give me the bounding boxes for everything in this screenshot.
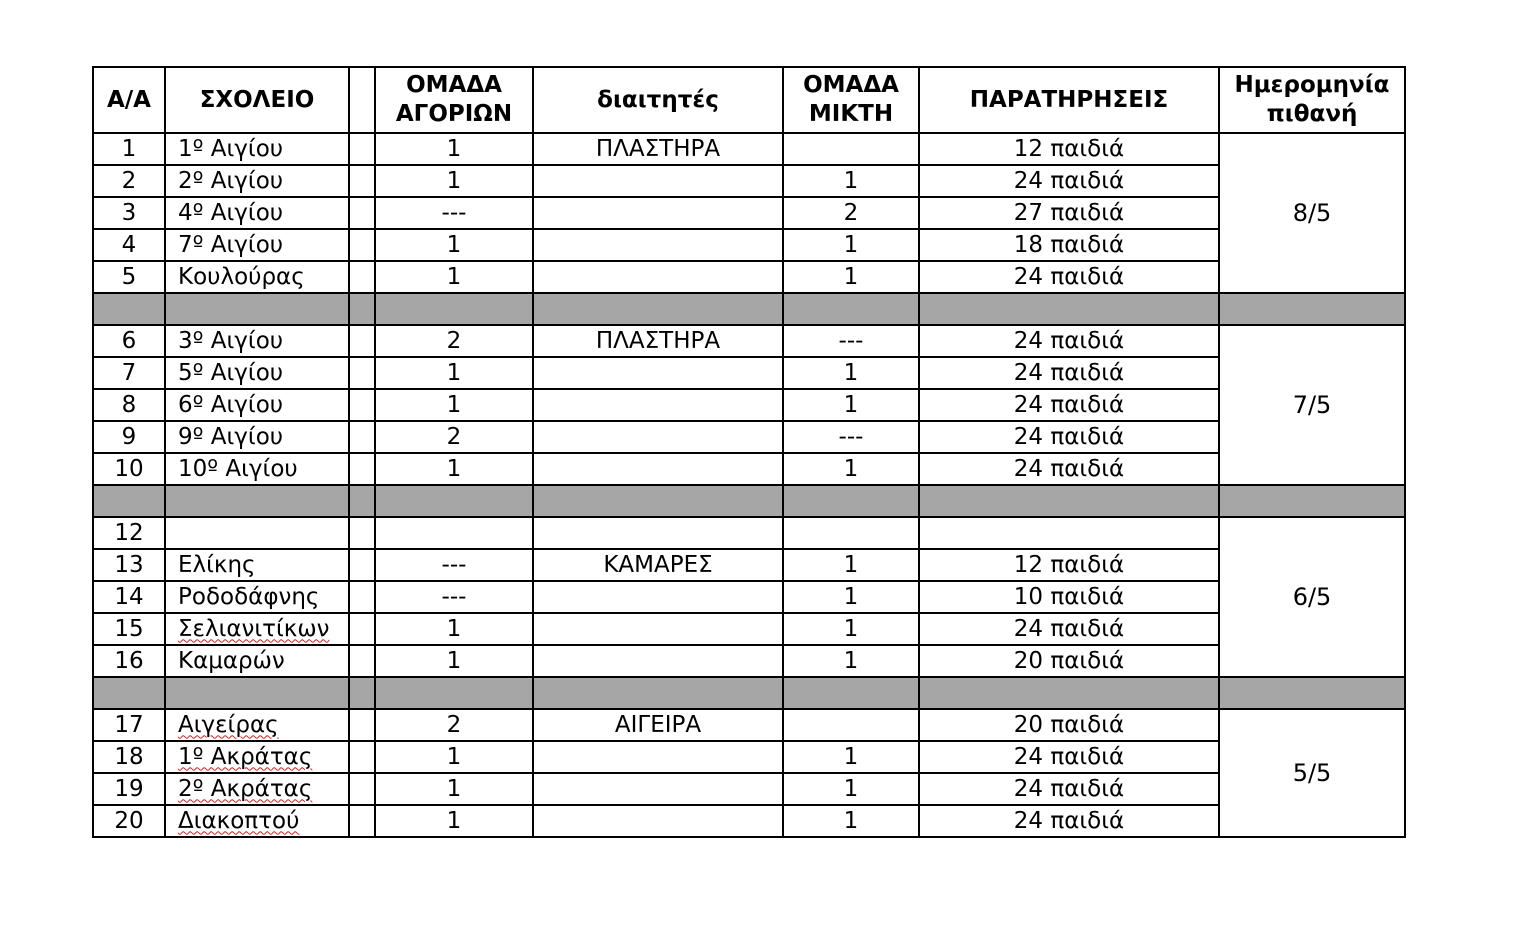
cell-boys: --- (375, 581, 533, 613)
cell-notes: 20 παιδιά (919, 645, 1219, 677)
cell-referees (533, 421, 783, 453)
cell-aa: 19 (93, 773, 165, 805)
separator-cell (93, 485, 165, 517)
cell-mixed: 1 (783, 357, 919, 389)
cell-aa: 16 (93, 645, 165, 677)
blank-cell (349, 645, 375, 677)
header-row (93, 67, 1405, 133)
cell-notes: 12 παιδιά (919, 549, 1219, 581)
cell-referees: ΠΛΑΣΤΗΡΑ (533, 133, 783, 165)
cell-boys: 2 (375, 325, 533, 357)
table-row (93, 453, 1405, 485)
school-name: 1º Ακράτας (178, 743, 313, 770)
table-row (93, 357, 1405, 389)
blank-cell (349, 773, 375, 805)
separator-cell (919, 677, 1219, 709)
separator-cell (783, 485, 919, 517)
blank-cell (349, 581, 375, 613)
cell-aa: 15 (93, 613, 165, 645)
cell-aa: 17 (93, 709, 165, 741)
cell-aa: 14 (93, 581, 165, 613)
separator-cell (783, 677, 919, 709)
separator-cell (349, 293, 375, 325)
cell-referees (533, 805, 783, 837)
table-row (93, 517, 1405, 549)
cell-notes: 24 παιδιά (919, 741, 1219, 773)
header-date-line2: πιθανή (1266, 101, 1358, 127)
school-name: 6º Αιγίου (178, 391, 284, 418)
cell-mixed: 1 (783, 581, 919, 613)
blank-cell (349, 517, 375, 549)
cell-boys: 1 (375, 773, 533, 805)
school-name: 4º Αιγίου (178, 199, 284, 226)
blank-cell (349, 133, 375, 165)
cell-school (165, 645, 349, 677)
cell-boys: 1 (375, 389, 533, 421)
blank-cell (349, 325, 375, 357)
cell-date: 6/5 (1219, 517, 1405, 677)
cell-notes: 24 παιδιά (919, 325, 1219, 357)
cell-notes: 20 παιδιά (919, 709, 1219, 741)
cell-referees (533, 229, 783, 261)
blank-cell (349, 261, 375, 293)
cell-mixed: 1 (783, 805, 919, 837)
separator-cell (93, 293, 165, 325)
cell-mixed: 1 (783, 773, 919, 805)
header-school: ΣΧΟΛΕΙΟ (165, 67, 349, 133)
blank-cell (349, 453, 375, 485)
cell-boys: 1 (375, 261, 533, 293)
cell-school (165, 133, 349, 165)
cell-aa: 12 (93, 517, 165, 549)
cell-referees (533, 357, 783, 389)
cell-aa: 20 (93, 805, 165, 837)
cell-boys: 1 (375, 357, 533, 389)
cell-school (165, 581, 349, 613)
cell-aa: 4 (93, 229, 165, 261)
cell-boys: 1 (375, 805, 533, 837)
cell-notes: 24 παιδιά (919, 421, 1219, 453)
separator-cell (919, 485, 1219, 517)
blank-cell (349, 229, 375, 261)
separator-cell (783, 293, 919, 325)
separator-cell (533, 485, 783, 517)
cell-referees (533, 197, 783, 229)
separator-cell (533, 293, 783, 325)
school-name: Κουλούρας (178, 263, 305, 290)
separator-cell (375, 293, 533, 325)
cell-school (165, 741, 349, 773)
cell-school (165, 773, 349, 805)
separator-cell (533, 677, 783, 709)
blank-cell (349, 741, 375, 773)
cell-referees (533, 741, 783, 773)
cell-mixed (783, 133, 919, 165)
cell-aa: 9 (93, 421, 165, 453)
cell-notes: 24 παιδιά (919, 773, 1219, 805)
cell-school (165, 549, 349, 581)
separator-cell (1219, 677, 1405, 709)
cell-notes: 27 παιδιά (919, 197, 1219, 229)
school-name: 5º Αιγίου (178, 359, 284, 386)
header-referees: διαιτητές (533, 67, 783, 133)
header-notes: ΠΑΡΑΤΗΡΗΣΕΙΣ (919, 67, 1219, 133)
cell-notes: 24 παιδιά (919, 453, 1219, 485)
cell-school (165, 261, 349, 293)
cell-notes: 24 παιδιά (919, 805, 1219, 837)
cell-referees (533, 645, 783, 677)
cell-referees (533, 581, 783, 613)
cell-boys: 1 (375, 165, 533, 197)
cell-mixed: 1 (783, 389, 919, 421)
table-row (93, 421, 1405, 453)
cell-aa: 8 (93, 389, 165, 421)
cell-school (165, 709, 349, 741)
cell-notes (919, 517, 1219, 549)
cell-aa: 13 (93, 549, 165, 581)
cell-notes: 18 παιδιά (919, 229, 1219, 261)
table-row (93, 805, 1405, 837)
table-row (93, 709, 1405, 741)
school-name: 10º Αιγίου (178, 455, 298, 482)
separator-cell (93, 677, 165, 709)
school-name: Ελίκης (178, 551, 256, 578)
cell-notes: 24 παιδιά (919, 613, 1219, 645)
table-row (93, 773, 1405, 805)
school-name: 3º Αιγίου (178, 327, 284, 354)
cell-mixed: 1 (783, 261, 919, 293)
cell-boys: 1 (375, 741, 533, 773)
cell-school (165, 325, 349, 357)
cell-boys: 1 (375, 229, 533, 261)
cell-school (165, 453, 349, 485)
table-row (93, 325, 1405, 357)
cell-aa: 7 (93, 357, 165, 389)
cell-mixed: --- (783, 421, 919, 453)
separator-cell (375, 485, 533, 517)
blank-cell (349, 197, 375, 229)
separator-cell (1219, 293, 1405, 325)
table-row (93, 581, 1405, 613)
cell-referees: ΑΙΓΕΙΡΑ (533, 709, 783, 741)
cell-boys: 1 (375, 133, 533, 165)
blank-cell (349, 805, 375, 837)
school-name: 7º Αιγίου (178, 231, 284, 258)
header-boys-line1: ΟΜΑΔΑ (406, 72, 502, 98)
blank-cell (349, 613, 375, 645)
header-boys-team (375, 67, 533, 133)
cell-aa: 10 (93, 453, 165, 485)
blank-cell (349, 165, 375, 197)
cell-boys (375, 517, 533, 549)
table-row (93, 741, 1405, 773)
cell-school (165, 805, 349, 837)
blank-cell (349, 421, 375, 453)
cell-notes: 24 παιδιά (919, 357, 1219, 389)
cell-mixed: 1 (783, 165, 919, 197)
cell-mixed: --- (783, 325, 919, 357)
cell-school (165, 517, 349, 549)
cell-referees (533, 517, 783, 549)
cell-referees (533, 613, 783, 645)
separator-row (93, 485, 1405, 517)
header-mixed-line1: ΟΜΑΔΑ (803, 72, 899, 98)
cell-mixed: 1 (783, 453, 919, 485)
cell-notes: 10 παιδιά (919, 581, 1219, 613)
blank-cell (349, 709, 375, 741)
table-row (93, 645, 1405, 677)
cell-referees (533, 453, 783, 485)
cell-school (165, 165, 349, 197)
table-row (93, 549, 1405, 581)
table-row (93, 165, 1405, 197)
cell-date: 7/5 (1219, 325, 1405, 485)
header-boys-line2: ΑΓΟΡΙΩΝ (395, 101, 513, 127)
cell-referees: ΠΛΑΣΤΗΡΑ (533, 325, 783, 357)
cell-notes: 24 παιδιά (919, 389, 1219, 421)
cell-school (165, 229, 349, 261)
cell-notes: 24 παιδιά (919, 261, 1219, 293)
table-row (93, 389, 1405, 421)
cell-aa: 5 (93, 261, 165, 293)
cell-referees (533, 165, 783, 197)
cell-school (165, 421, 349, 453)
cell-referees (533, 773, 783, 805)
header-date-line1: Ημερομηνία (1234, 72, 1390, 98)
separator-cell (165, 293, 349, 325)
separator-row (93, 677, 1405, 709)
cell-mixed: 1 (783, 549, 919, 581)
cell-boys: --- (375, 549, 533, 581)
separator-cell (919, 293, 1219, 325)
separator-cell (165, 485, 349, 517)
separator-row (93, 293, 1405, 325)
header-date (1219, 67, 1405, 133)
cell-date: 8/5 (1219, 133, 1405, 293)
table-row (93, 133, 1405, 165)
blank-cell (349, 549, 375, 581)
blank-cell (349, 357, 375, 389)
cell-notes: 24 παιδιά (919, 165, 1219, 197)
cell-referees (533, 389, 783, 421)
cell-boys: 1 (375, 613, 533, 645)
cell-aa: 18 (93, 741, 165, 773)
separator-cell (1219, 485, 1405, 517)
school-name: 9º Αιγίου (178, 423, 284, 450)
cell-aa: 2 (93, 165, 165, 197)
separator-cell (349, 677, 375, 709)
cell-date: 5/5 (1219, 709, 1405, 837)
cell-aa: 1 (93, 133, 165, 165)
table-body (93, 133, 1405, 837)
table-row (93, 261, 1405, 293)
header-mixed-line2: ΜΙΚΤΗ (808, 101, 894, 127)
cell-mixed (783, 709, 919, 741)
school-name: Διακοπτού (178, 807, 300, 834)
cell-mixed: 1 (783, 613, 919, 645)
cell-aa: 3 (93, 197, 165, 229)
cell-boys: --- (375, 197, 533, 229)
cell-school (165, 613, 349, 645)
cell-boys: 2 (375, 421, 533, 453)
cell-school (165, 357, 349, 389)
school-name: 1º Αιγίου (178, 135, 284, 162)
cell-boys: 2 (375, 709, 533, 741)
school-name: 2º Αιγίου (178, 167, 284, 194)
cell-mixed: 1 (783, 645, 919, 677)
cell-referees: ΚΑΜΑΡΕΣ (533, 549, 783, 581)
school-name: Σελιανιτίκων (178, 615, 330, 642)
cell-mixed: 2 (783, 197, 919, 229)
table-row (93, 613, 1405, 645)
school-name: 2º Ακράτας (178, 775, 313, 802)
school-name: Αιγείρας (178, 711, 279, 738)
table-row (93, 197, 1405, 229)
school-name: Καμαρών (178, 647, 285, 674)
cell-mixed: 1 (783, 229, 919, 261)
cell-aa: 6 (93, 325, 165, 357)
schedule-table (92, 66, 1406, 838)
school-name: Ροδοδάφνης (178, 583, 320, 610)
cell-boys: 1 (375, 453, 533, 485)
header-blank (349, 67, 375, 133)
separator-cell (165, 677, 349, 709)
cell-notes: 12 παιδιά (919, 133, 1219, 165)
separator-cell (375, 677, 533, 709)
cell-boys: 1 (375, 645, 533, 677)
cell-mixed: 1 (783, 741, 919, 773)
cell-school (165, 197, 349, 229)
separator-cell (349, 485, 375, 517)
cell-mixed (783, 517, 919, 549)
header-aa: Α/Α (93, 67, 165, 133)
blank-cell (349, 389, 375, 421)
cell-referees (533, 261, 783, 293)
header-mixed-team (783, 67, 919, 133)
cell-school (165, 389, 349, 421)
table-row (93, 229, 1405, 261)
